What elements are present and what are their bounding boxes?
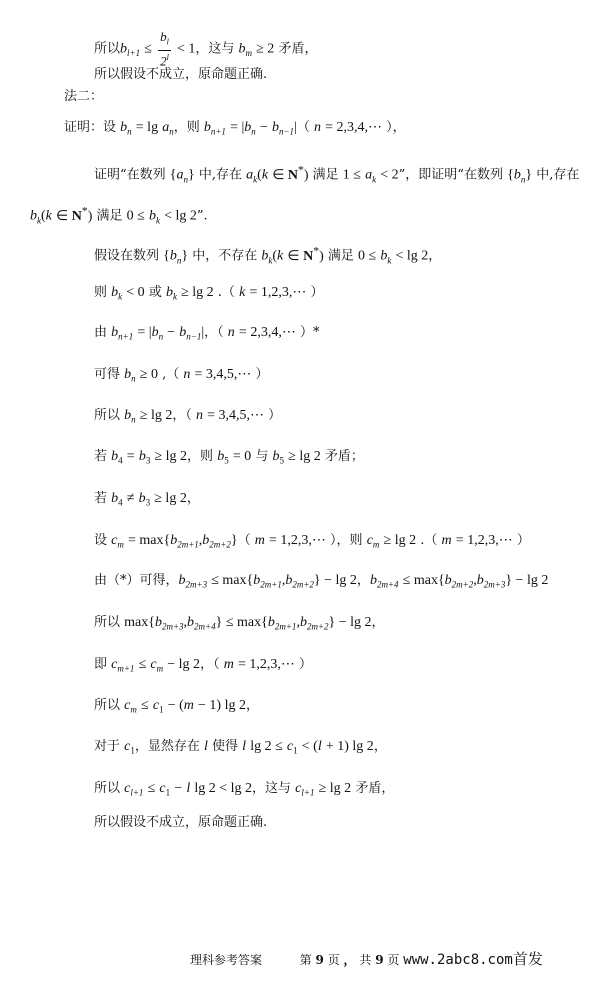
proof-line: 所以假设不成立，原命题正确. [94, 67, 268, 82]
proof-line: 所以 $c_m \le c_1 - (m - 1)$ lg 2， [94, 698, 259, 715]
page-footer [190, 948, 590, 969]
proof-line: 所以 $\max\{b_{2m+3},b_{2m+4}\} \le \max\{b_{2m+1},b_{2m+2}\} - \lg 2$， [94, 615, 385, 632]
section-heading: 法二： [64, 89, 104, 104]
proof-line: 所以假设不成立，原命题正确. [94, 815, 268, 830]
proof-line: 证明“在数列 $\{a_n\}$ 中,存在 $a_k(k$ ∈ N*) 满足 $1 \le a_k < 2$”，即证明“在数列 $\{b_n\}$ 中,存在 [94, 163, 580, 185]
footer-page-prefix: 第 [299, 953, 312, 967]
proof-line: 所以 $c_{l+1} \le c_1 - l$ lg 2 < lg 2，这与 $c_{l+1} \ge \lg 2$ 矛盾， [94, 781, 395, 798]
footer-page-number: 9 [315, 953, 324, 967]
proof-line: 若 $b_4 = b_3 \ge \lg 2$，则 $b_5 = 0$ 与 $b_5 \ge \lg 2$ 矛盾； [94, 449, 364, 466]
footer-total-prefix: 共 [359, 953, 372, 967]
proof-line: 证明：设 $b_n = \lg a_n$，则 $b_{n+1} = |b_n - b_{n-1}|$（ n = 2,3,4,⋯ ）， [64, 120, 406, 137]
proof-line: 即 $c_{m+1} \le c_m - \lg 2$，（ m = 1,2,3,⋯ ） [94, 657, 313, 674]
proof-line: 假设在数列 $\{b_n\}$ 中，不存在 $b_k(k$ ∈ N*) 满足 $0 \le b_k < \lg 2$， [94, 244, 442, 266]
proof-line: 所以$b_{l+1}$ ≤ $\frac{b_l}{2^l}$ < 1，这与 $b_m \ge 2$ 矛盾， [94, 29, 318, 68]
proof-line: 则 $b_k < 0$ 或 $b_k \ge \lg 2$ .（ k = 1,2,3,⋯ ） [94, 285, 324, 302]
watermark-suffix: 首发 [512, 950, 543, 968]
proof-line: 对于 $c_1$，显然存在 l 使得 l $\lg 2 \le c_1 < (l + 1)$ lg 2， [94, 739, 387, 756]
proof-line: 若 $b_4 \ne b_3 \ge \lg 2$， [94, 491, 200, 508]
proof-line: 由（*）可得，$b_{2m+3} \le \max\{b_{2m+1},b_{2m+2}\} - \lg 2$，$b_{2m+4} \le \max\{b_{2m+2},b_{2m+3}\} - \lg 2$ [94, 573, 549, 590]
watermark-url: www.2abc8.com [403, 952, 513, 968]
proof-line: 所以 $b_n \ge \lg 2$，（ n = 3,4,5,⋯ ） [94, 408, 282, 425]
proof-line: $b_k(k$ ∈ N*) 满足 $0 \le b_k < \lg 2$”. [30, 204, 208, 226]
fraction: $\frac{b_l}{2^l}$ [160, 29, 169, 68]
proof-line: 设 $c_m = \max\{b_{2m+1},b_{2m+2}\}$（ m = 1,2,3,⋯ ），则 $c_m \ge \lg 2$ .（ m = 1,2,3,⋯ ） [94, 533, 530, 550]
footer-subject: 理科参考答案 [190, 953, 263, 967]
footer-sep: ， [343, 953, 356, 967]
proof-line: 可得 $b_n \ge 0$ ,（ n = 3,4,5,⋯ ） [94, 367, 269, 384]
proof-line: 由 $b_{n+1} = |b_n - b_{n-1}|$，（ n = 2,3,4,⋯ ）* [94, 325, 320, 342]
footer-page-unit: 页 [327, 953, 340, 967]
footer-total-pages: 9 [375, 953, 384, 967]
footer-total-unit: 页 [387, 953, 400, 967]
